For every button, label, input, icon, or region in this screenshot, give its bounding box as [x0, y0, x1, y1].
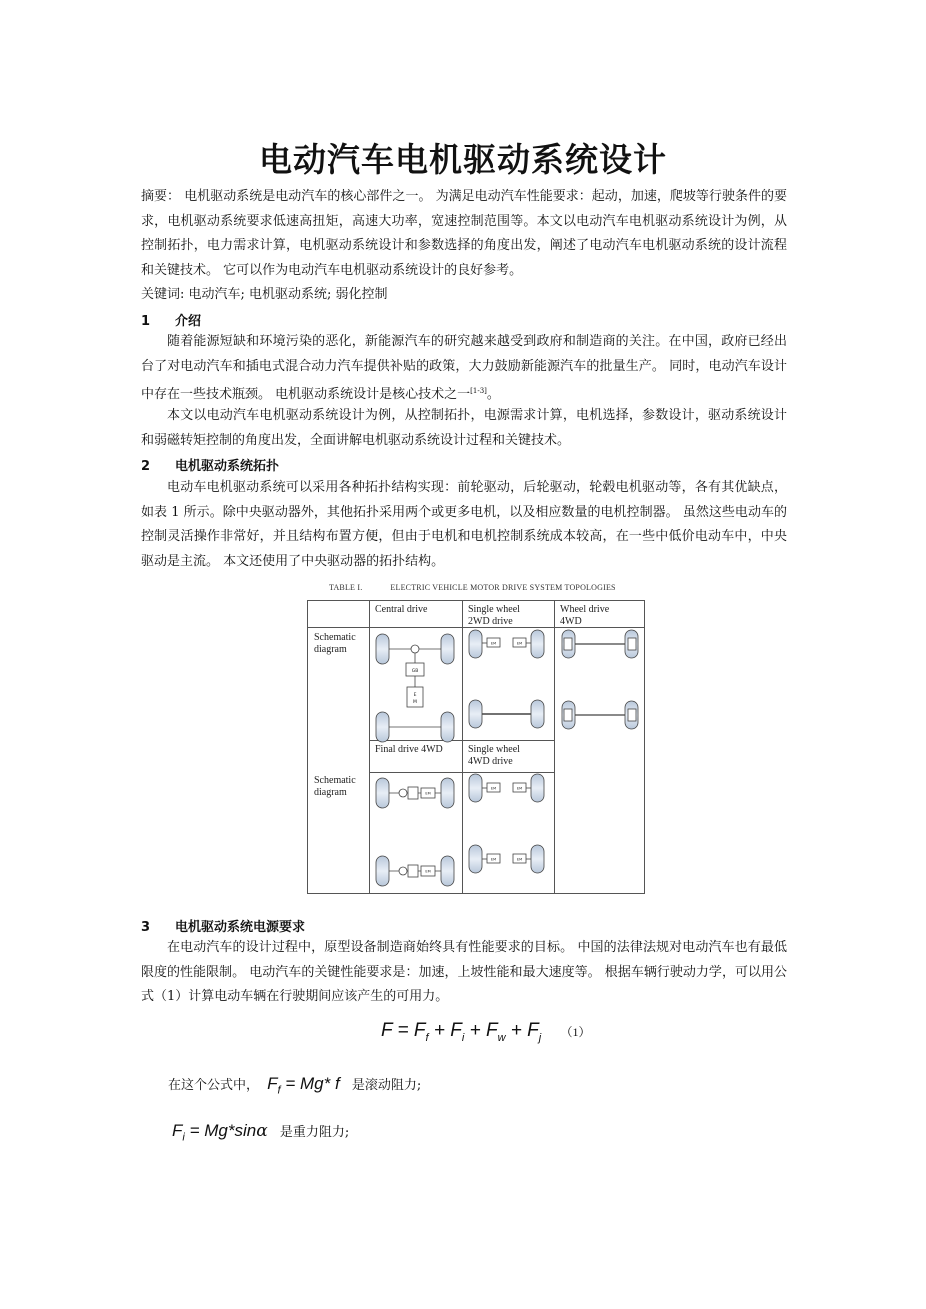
paper-title: 电动汽车电机驱动系统设计: [259, 140, 667, 179]
section-title: 电机驱动系统拓扑: [175, 459, 280, 474]
equation-1: $F = F_f + F_i + F_w + F_j$ （1）: [381, 1020, 591, 1044]
equation-rolling: $F_f = Mg*$ f: [267, 1074, 340, 1097]
row-label-schematic-2: Schematic diagram: [314, 775, 356, 798]
section-heading-1: [141, 310, 201, 329]
central-drive-diagram: [376, 634, 454, 742]
single-wheel-4wd-diagram: [469, 774, 544, 873]
table-caption: [329, 583, 616, 592]
section-heading-3: [141, 916, 305, 935]
intro-paragraph-1: 随着能源短缺和环境污染的恶化，新能源汽车的研究越来越受到政府和制造商的关注。在中国，政府已经出台了对电动汽车和插电式混合动力汽车提供补贴的政策，大力鼓励新能源汽车的批量生产。 同时，电动汽车设计中存在一些技术瓶颈。 电机驱动系统设计是核心技术之一[1-3]。: [141, 334, 787, 402]
power-requirement-paragraph: 在电动汽车的设计过程中，原型设备制造商始终具有性能要求的目标。 中国的法律法规对电动汽车也有最低限度的性能限制。 电动汽车的关键性能要求是：加速，上坡性能和最大速度等。 根据车辆行驶动力学，可以用公式（1）计算电动车辆在行驶期间应该产生的可用力。: [141, 940, 787, 1004]
abstract: 摘要： 电机驱动系统是电动汽车的核心部件之一。 为满足电动汽车性能要求：起动，加速，爬坡等行驶条件的要求，电机驱动系统要求低速高扭矩，高速大功率，宽速控制范围等。本文以电动汽车电机驱动系统设计为例，从控制拓扑，电力需求计算，电机驱动系统设计和参数选择的角度出发，阐述了电动汽车电机驱动系统的设计流程和关键技术。 它可以作为电动汽车电机驱动系统设计的良好参考。: [141, 189, 787, 278]
col-wheel-drive-sub: 4WD: [560, 616, 582, 627]
equation-number: （1）: [560, 1025, 591, 1039]
row-label-schematic-1: Schematic diagram: [314, 632, 356, 655]
motor-box-label: EM: [516, 786, 523, 791]
section-heading-2: [141, 455, 279, 474]
motor-box-label: EM: [425, 791, 431, 796]
col-single-wheel-4wd: Single wheel: [468, 744, 520, 755]
gearbox-label: GB: [411, 669, 419, 674]
motor-label-e: E: [413, 693, 417, 698]
keywords: 关键词: 电动汽车; 电机驱动系统; 弱化控制: [141, 287, 388, 302]
table-title: ELECTRIC VEHICLE MOTOR DRIVE SYSTEM TOPOLOGIES: [390, 583, 616, 592]
single-wheel-2wd-diagram: [469, 630, 544, 728]
section-number: 1: [141, 314, 151, 329]
final-drive-4wd-diagram: [376, 778, 454, 886]
motor-box-label: EM: [490, 857, 497, 862]
intro-paragraph-2: 本文以电动汽车电机驱动系统设计为例，从控制拓扑，电源需求计算，电机选择，参数设计，驱动系统设计和弱磁转矩控制的角度出发，全面讲解电机驱动系统设计过程和关键技术。: [141, 408, 787, 448]
rolling-resistance-line: 在这个公式中， $F_f = Mg*$ f 是滚动阻力;: [168, 1074, 422, 1097]
wheel-drive-4wd-diagram: [562, 630, 638, 729]
motor-box-label: EM: [516, 641, 523, 646]
section-number: 3: [141, 920, 151, 935]
col-wheel-drive: Wheel drive: [560, 604, 610, 615]
col-single-wheel-2wd-sub: 2WD drive: [468, 616, 513, 627]
topology-paragraph: 电动车电机驱动系统可以采用各种拓扑结构实现：前轮驱动，后轮驱动，轮毂电机驱动等，各有其优缺点，如表 1 所示。除中央驱动器外，其他拓扑采用两个或更多电机，以及相应数量的电机控制器。 虽然这些电动车的控制灵活操作非常好，并且结构布置方便，但由于电机和电机控制系统成本较高，在一些中低价电动车中，中央驱动是主流。 本文还使用了中央驱动器的拓扑结构。: [141, 480, 787, 569]
gravity-resistance-line: $F_i = Mg*\sin\alpha$ 是重力阻力;: [172, 1121, 350, 1144]
motor-box-label: EM: [490, 641, 497, 646]
section-title: 介绍: [175, 314, 202, 329]
section-number: 2: [141, 459, 151, 474]
citation: [1-3]: [470, 387, 487, 395]
motor-label-m: M: [413, 700, 417, 705]
col-single-wheel-4wd-sub: 4WD drive: [468, 756, 513, 767]
equation-gravity: $F_i = Mg*\sin\alpha$: [172, 1121, 268, 1144]
motor-box-label: EM: [516, 857, 523, 862]
motor-box-label: EM: [425, 869, 431, 874]
col-single-wheel-2wd: Single wheel: [468, 604, 520, 615]
topology-table-figure: [307, 600, 645, 894]
motor-box-label: EM: [490, 786, 497, 791]
col-final-drive-4wd: Final drive 4WD: [375, 744, 443, 755]
table-label: TABLE I.: [329, 583, 363, 592]
section-title: 电机驱动系统电源要求: [175, 920, 306, 935]
col-central-drive: Central drive: [375, 604, 428, 615]
